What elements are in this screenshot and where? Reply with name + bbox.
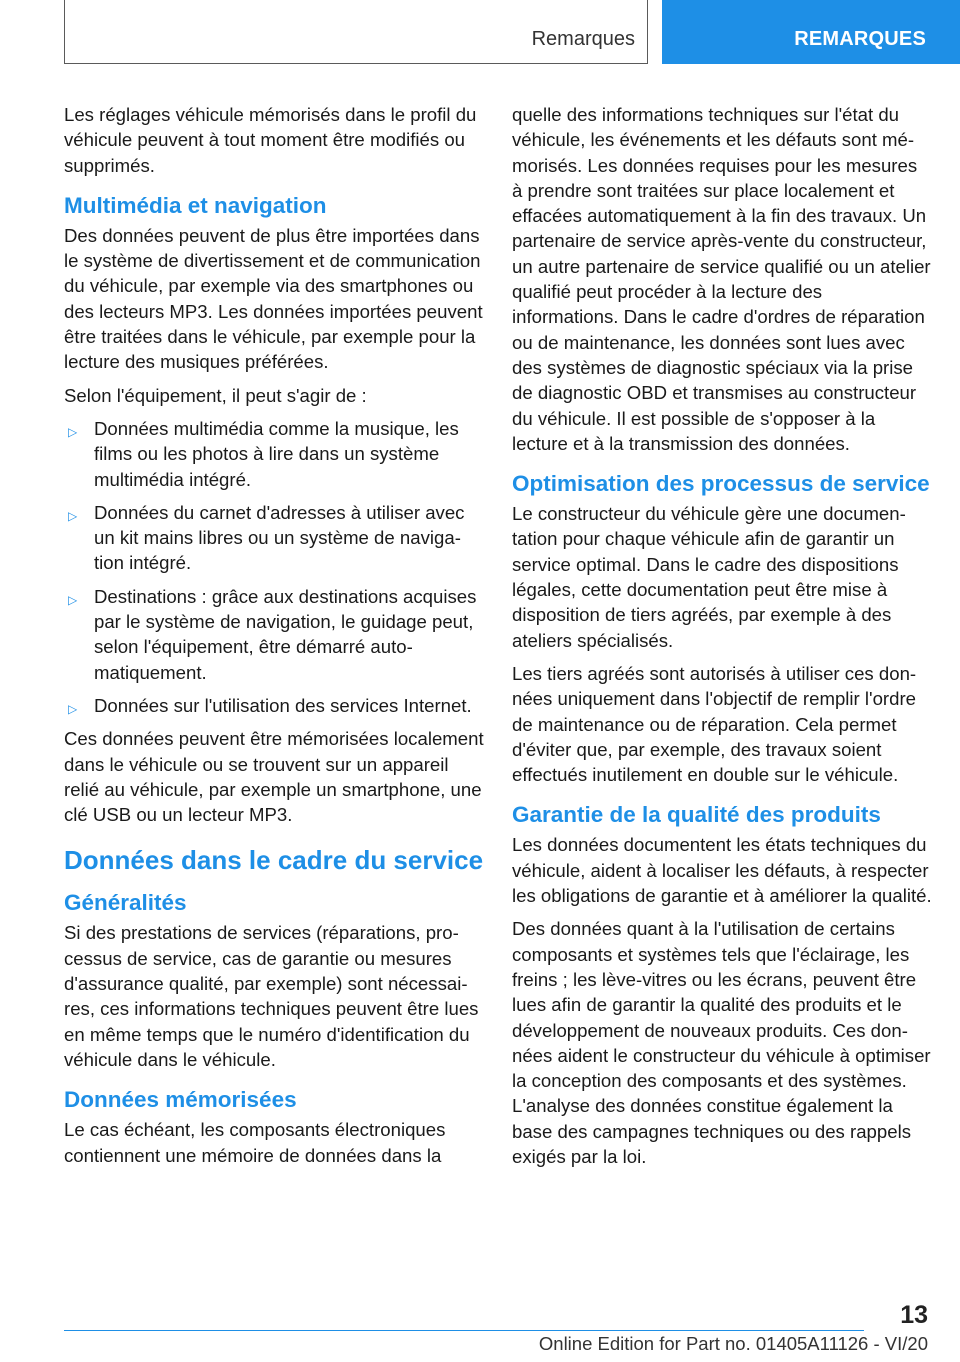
paragraph: quelle des informations techniques sur l'état du véhicule, les événements et les défauts sont mémorisés. Les données requises pour les mesures à prendre sont traitées sur place localement et effacées automatiquement à la fin des travaux. Un partenaire de service après-vente du constructeur, un autre partenaire de service qualifié ou un atelier qualifié peut procéder à la lecture des informations. Dans le cadre d'ordres de réparation ou de maintenance, les données sont lues avec des systèmes de diagnostic spéciaux via la prise de diagnostic OBD et transmises au constructeur du véhicule. Il est possible de s'opposer à la lecture et à la transmission des données. [512,104,931,454]
list-item-text: Données du carnet d'adresses à utiliser avec un kit mains libres ou un système de navigation intégré. [94,501,465,574]
page-number: 13 [900,1301,928,1329]
list-item-text: Destinations : grâce aux destinations acquises par le système de navigation, le guidage peut, selon l'équipement, être démarré automatiquement. [94,585,477,683]
chapter-tab[interactable] [662,0,960,64]
paragraph: Les tiers agréés sont autorisés à utiliser ces données uniquement dans l'objectif de remplir l'ordre de maintenance ou de réparation. Cela permet d'éviter que, par exemple, des travaux soient effectués inutilement en double sur le véhicule. [512,662,917,786]
list-item [64,500,484,576]
paragraph: Selon l'équipement, il peut s'agir de : [64,384,367,406]
paragraph: Les données documentent les états techniques du véhicule, aident à localiser les défauts, à respecter les obligations de garantie et à améliorer la qualité. [512,834,932,907]
paragraph: Si des prestations de services (réparations, processus de service, cas de garantie ou mesures d'assurance qualité, par exemple) sont nécessaires, ces informations techniques peuvent être lues en même temps que le numéro d'identification du véhicule dans le véhicule. [64,922,479,1070]
heading-garantie: Garantie de la qualité des produits [512,802,881,828]
list-item [64,416,484,492]
right-column [512,102,932,1177]
heading-generalites: Généralités [64,890,187,916]
header-section-box [64,0,648,64]
intro-paragraph: Les réglages véhicule mémorisés dans le profil du véhicule peuvent à tout moment être modifiés ou supprimés. [64,104,477,176]
triangle-right-icon: ▷ [68,508,78,523]
chapter-tab-label: REMARQUES [794,28,926,50]
heading-service-data: Données dans le cadre du service [64,845,484,876]
triangle-right-icon: ▷ [68,424,78,439]
triangle-right-icon: ▷ [68,701,78,716]
paragraph: Des données quant à la l'utilisation de certains composants et systèmes tels que l'éclairage, les freins ; les lève-vitres ou les écrans, peuvent être lues afin de garantir la qualité des produits et le développement de nouveaux produits. Ces données aident le constructeur du véhicule à optimiser la conception des composants et des systèmes. L'analyse des données constitue également la base des campagnes techniques ou des rappels exigés par la loi. [512,918,931,1167]
heading-multimedia: Multimédia et navigation [64,192,327,218]
list-item [64,584,484,685]
list-item-text: Données multimédia comme la musique, les films ou les photos à lire dans un système multimédia intégré. [94,417,459,490]
paragraph: Ces données peuvent être mémorisées localement dans le véhicule ou se trouvent sur un appareil relié au véhicule, par exemple un smartphone, une clé USB ou un lecteur MP3. [64,728,484,826]
footer-divider [64,1330,864,1331]
section-title: Remarques [531,28,635,50]
list-item-text: Données sur l'utilisation des services Internet. [94,694,472,716]
footer-edition: Online Edition for Part no. 01405A11126 - VI/20 [538,1333,928,1354]
heading-donnees-memorisees: Données mémorisées [64,1087,297,1113]
paragraph: Le constructeur du véhicule gère une documentation pour chaque véhicule afin de garantir un service optimal. Dans le cadre des dispositions légales, cette documentation peut être mise à disposition de tiers agréés, par exemple à des ateliers spécialisés. [512,503,906,651]
list-item [64,693,484,718]
triangle-right-icon: ▷ [68,592,78,607]
heading-optimisation: Optimisation des processus de service [512,471,930,497]
left-column [64,102,484,1176]
paragraph: Des données peuvent de plus être importées dans le système de divertissement et de communication du véhicule, par exemple via des smartphones ou des lecteurs MP3. Les données importées peuvent être traitées dans le véhicule, par exemple pour la lecture des musiques préférées. [64,224,483,373]
bullet-list [64,416,484,718]
paragraph: Le cas échéant, les composants électroniques contiennent une mémoire de données dans la [64,1119,446,1166]
